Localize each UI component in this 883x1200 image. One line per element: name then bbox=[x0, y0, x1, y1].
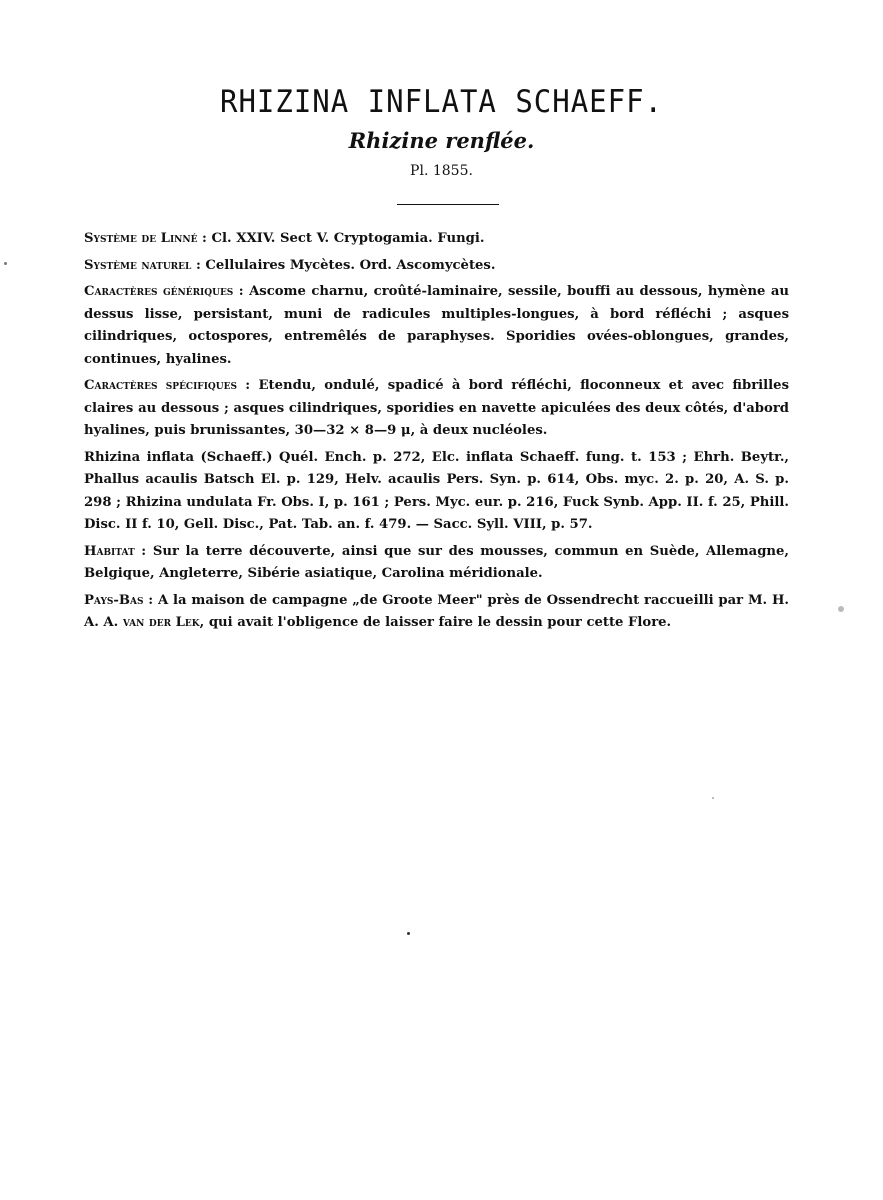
section-linne bbox=[84, 228, 789, 251]
section-text: Etendu, ondulé, spadicé à bord réfléchi, floconneux et avec fibrilles claires au dessous ; asques cilindriques, sporidies en navette apiculées des deux côtés, d'abord hyalines, puis brunissantes, 30—32 × 8—9 μ, à deux nucléoles. bbox=[84, 378, 789, 438]
section-text: Cl. XXIV. Sect V. Cryptogamia. Fungi. bbox=[211, 231, 485, 246]
section-text: Sur la terre découverte, ainsi que sur des mousses, commun en Suède, Allemagne, Belgique, Angleterre, Sibérie asiatique, Carolina méridionale. bbox=[84, 543, 789, 581]
paper-speck bbox=[838, 606, 844, 612]
section-generiques bbox=[84, 281, 789, 371]
section-label: Pays-Bas : bbox=[84, 592, 154, 608]
paper-speck bbox=[4, 262, 7, 265]
section-label: Habitat : bbox=[84, 543, 147, 559]
document-body bbox=[84, 228, 789, 639]
section-text: Rhizina inflata (Schaeff.) Quél. Ench. p. 272, Elc. inflata Schaeff. fung. t. 153 ; Ehrh. Beytr., Phallus acaulis Batsch El. p. 129, Helv. acaulis Pers. Syn. p. 614, Obs. myc. 2. p. 20, A. S. p. 298 ; Rhizina undulata Fr. Obs. I, p. 161 ; Pers. Myc. eur. p. 216, Fuck Synb. App. II. f. 25, Phill. Disc. II f. 10, Gell. Disc., Pat. Tab. an. f. 479. — Sacc. Syll. VIII, p. 57. bbox=[84, 449, 789, 532]
section-habitat bbox=[84, 541, 789, 586]
section-text: Cellulaires Mycètes. Ord. Ascomycètes. bbox=[205, 257, 496, 273]
section-label: Système de Linné : bbox=[84, 231, 207, 246]
section-label: Système naturel : bbox=[84, 257, 201, 273]
section-naturel bbox=[84, 255, 789, 278]
plate-number: Pl. 1855. bbox=[410, 163, 473, 179]
page-subtitle: Rhizine renflée. bbox=[348, 128, 535, 153]
section-text: A la maison de campagne „de Groote Meer" près de Ossendrecht raccueilli par M. H. A. A. bbox=[84, 592, 790, 630]
page-title: RHIZINA INFLATA SCHAEFF. bbox=[219, 82, 664, 120]
collector-name: van der Lek, bbox=[122, 615, 205, 630]
paper-speck bbox=[407, 932, 410, 935]
section-text: Ascome charnu, croûté-laminaire, sessile, bouffi au dessous, hymène au dessus lisse, persistant, muni de radicules multiples-longues, à bord réfléchi ; asques cilindriques, octospores, entremêlés de paraphyses. Sporidies ovées-oblongues, grandes, continues, hyalines. bbox=[84, 284, 790, 367]
section-paysbas bbox=[84, 590, 789, 635]
section-synonymie bbox=[84, 447, 789, 537]
section-label: Caractères génériques : bbox=[84, 284, 244, 299]
paper-speck bbox=[712, 797, 714, 799]
section-specifiques bbox=[84, 375, 789, 443]
section-label: Caractères spécifiques : bbox=[84, 378, 251, 393]
section-text: qui avait l'obligence de laisser faire le dessin pour cette Flore. bbox=[208, 615, 672, 630]
title-divider bbox=[397, 204, 499, 205]
